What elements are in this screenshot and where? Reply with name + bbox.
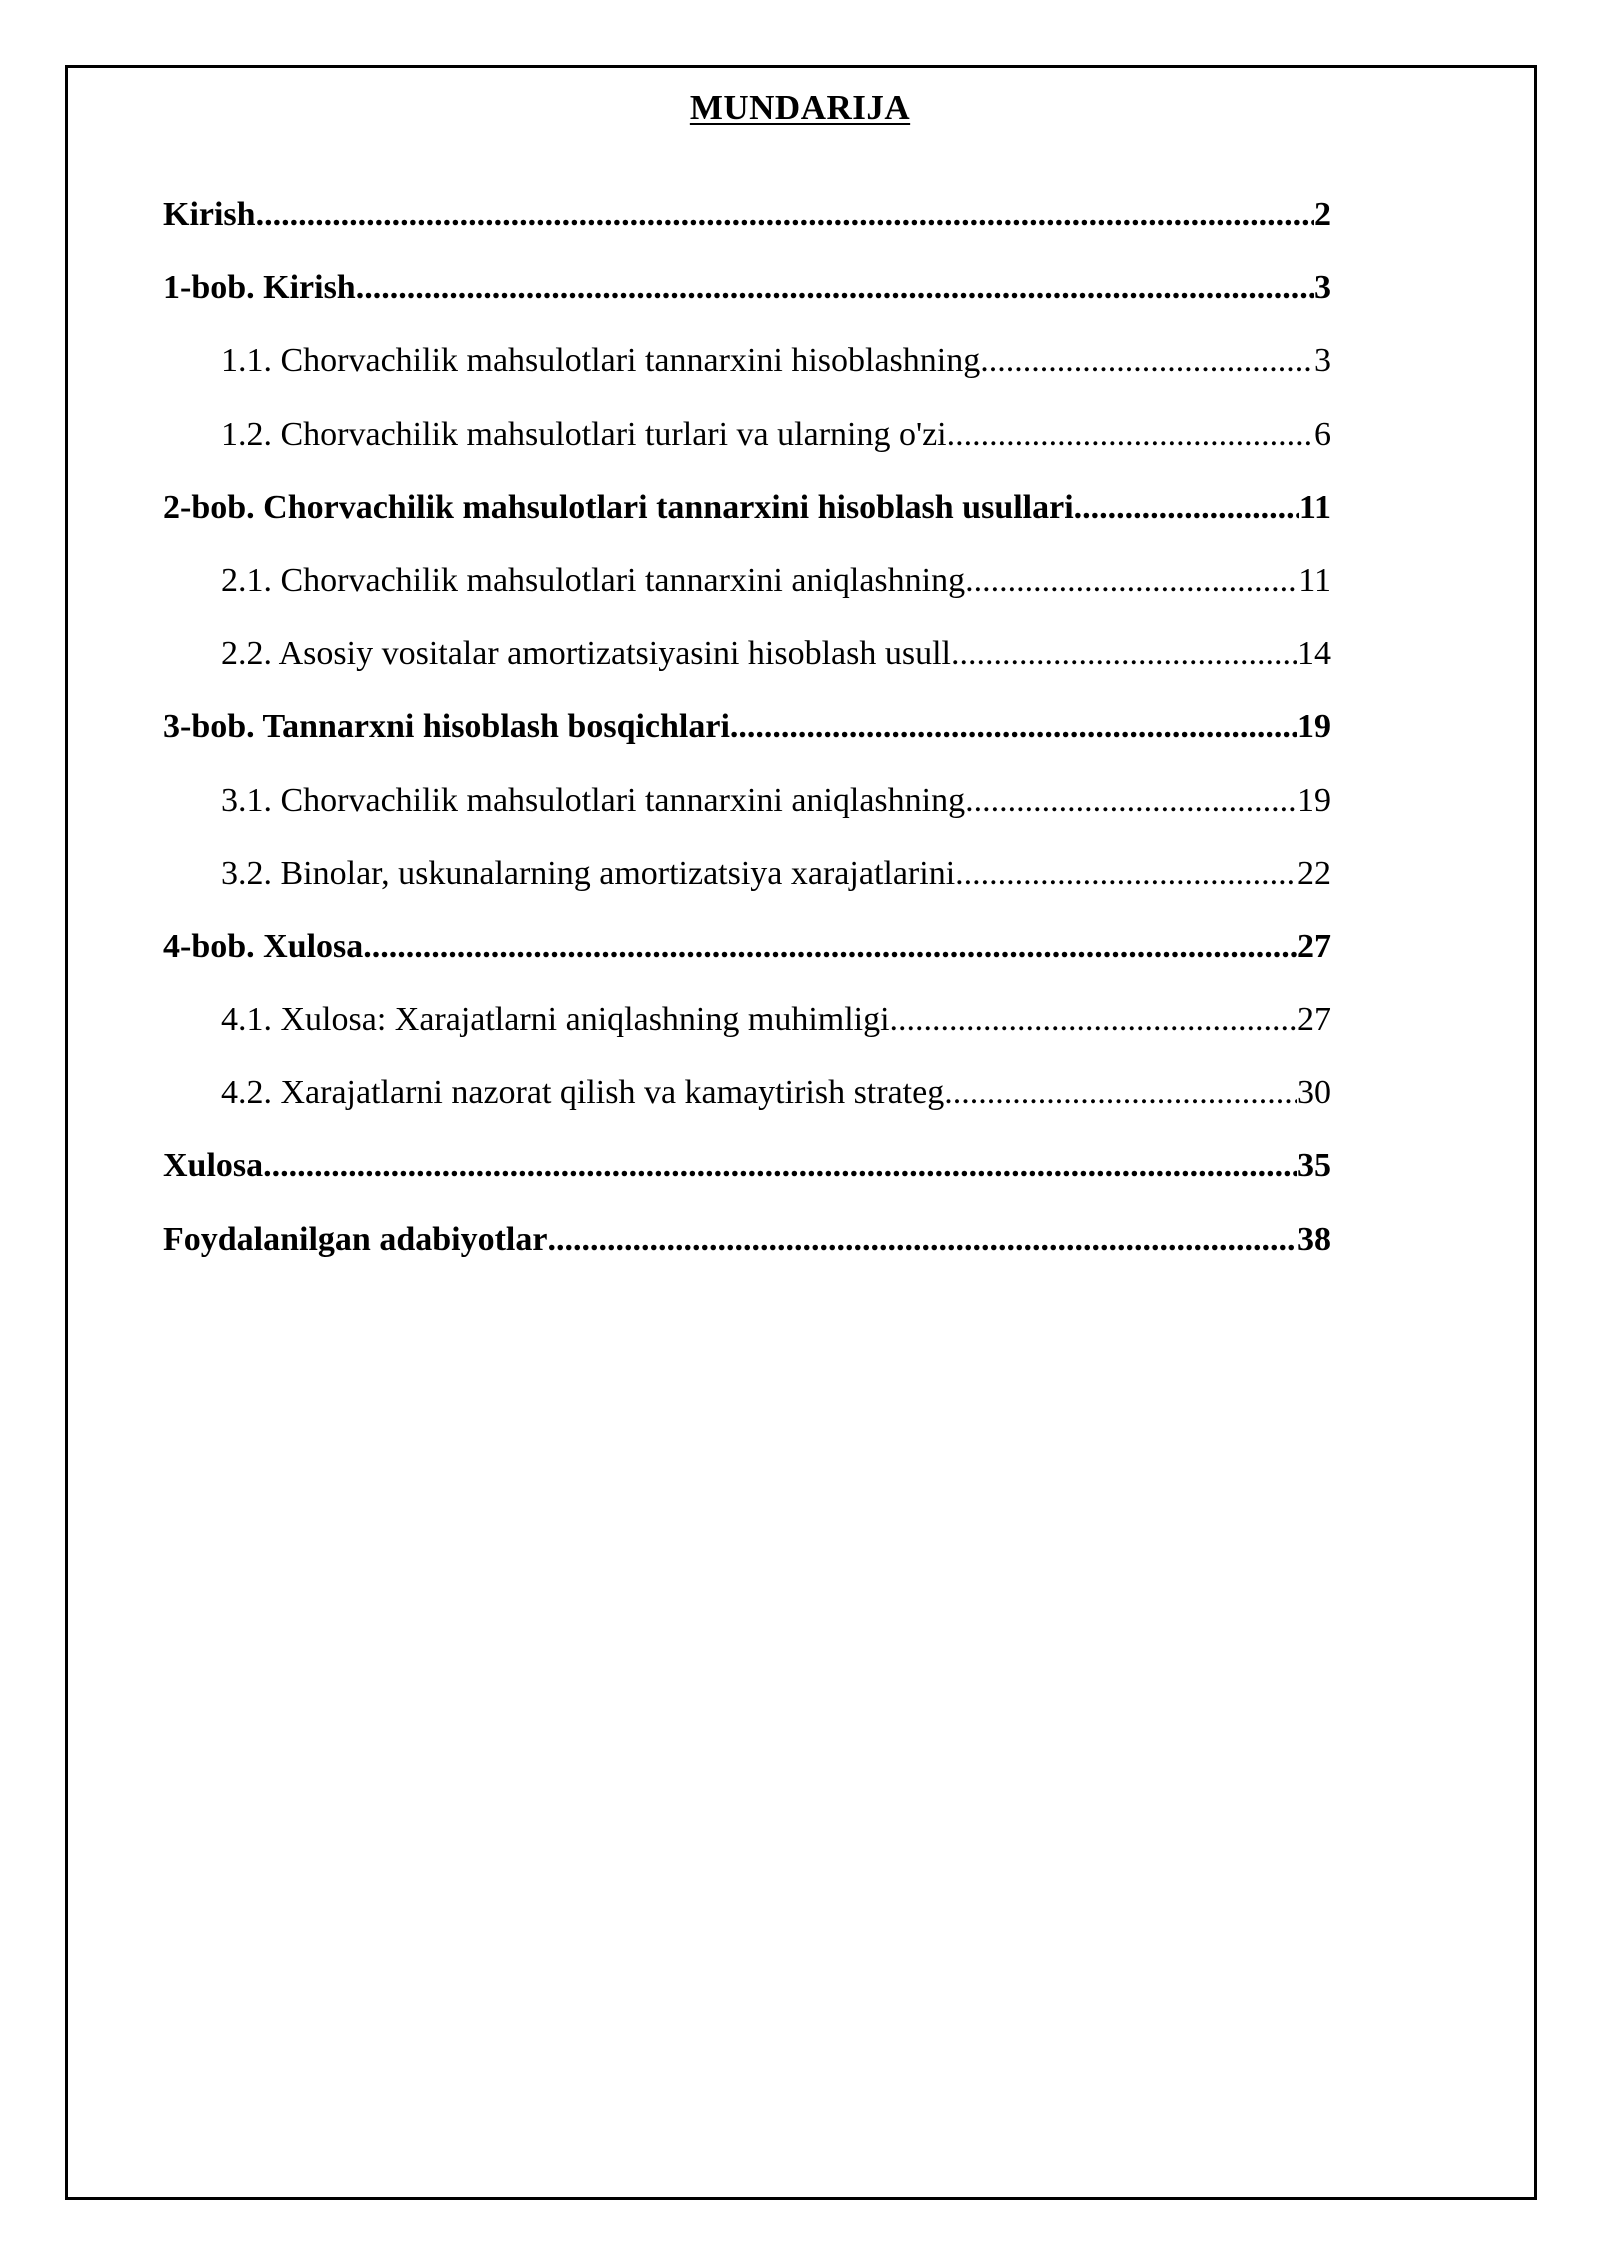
toc-dot-leader (263, 1147, 1297, 1185)
toc-entry-label: 2.2. Asosiy vositalar amortizatsiyasini hisoblash usull (221, 635, 952, 673)
toc-entry-page: 11 (1298, 488, 1331, 526)
toc-entry-page: 27 (1297, 1001, 1331, 1039)
toc-dot-leader (1074, 489, 1299, 527)
table-of-contents (163, 196, 1331, 1294)
toc-entry-page: 3 (1314, 269, 1331, 307)
toc-entry[interactable] (163, 1001, 1331, 1074)
toc-dot-leader (965, 782, 1297, 820)
page-title: MUNDARIJA (689, 88, 911, 127)
toc-dot-leader (980, 342, 1314, 380)
toc-entry-label: 2.1. Chorvachilik mahsulotlari tannarxini aniqlashning (221, 561, 966, 599)
toc-entry-label: 3.1. Chorvachilik mahsulotlari tannarxini aniqlashning (221, 781, 966, 819)
toc-entry[interactable] (163, 269, 1331, 342)
toc-entry[interactable] (163, 196, 1331, 269)
toc-entry-page: 30 (1297, 1074, 1331, 1112)
toc-entry[interactable] (163, 1074, 1331, 1147)
toc-entry-page: 38 (1297, 1220, 1331, 1258)
toc-entry[interactable] (163, 708, 1331, 781)
toc-entry-page: 19 (1297, 708, 1331, 746)
toc-dot-leader (890, 1001, 1297, 1039)
toc-entry-label: 1.2. Chorvachilik mahsulotlari turlari va ularning o'zi (221, 415, 947, 453)
toc-entry-label: 4.2. Xarajatlarni nazorat qilish va kamaytirish strateg (221, 1074, 945, 1112)
toc-entry-page: 22 (1297, 854, 1331, 892)
toc-entry[interactable] (163, 928, 1331, 1001)
toc-entry-label: 1-bob. Kirish (163, 269, 356, 307)
toc-entry[interactable] (163, 1221, 1331, 1294)
toc-entry-page: 27 (1297, 927, 1331, 965)
toc-dot-leader (947, 416, 1314, 454)
toc-entry[interactable] (163, 562, 1331, 635)
toc-entry[interactable] (163, 782, 1331, 855)
toc-entry-page: 11 (1298, 561, 1331, 599)
toc-entry[interactable] (163, 342, 1331, 415)
toc-dot-leader (955, 855, 1297, 893)
toc-entry-label: 4-bob. Xulosa (163, 927, 364, 965)
toc-entry-page: 14 (1297, 635, 1331, 673)
toc-entry-label: 3-bob. Tannarxni hisoblash bosqichlari (163, 708, 730, 746)
toc-entry[interactable] (163, 1147, 1331, 1220)
toc-entry[interactable] (163, 489, 1331, 562)
toc-entry-label: 1.1. Chorvachilik mahsulotlari tannarxini hisoblashning (221, 342, 981, 380)
toc-entry-page: 19 (1297, 781, 1331, 819)
toc-entry[interactable] (163, 635, 1331, 708)
toc-dot-leader (356, 269, 1314, 307)
toc-entry-label: Xulosa (163, 1147, 264, 1185)
toc-entry-label: Kirish (163, 196, 256, 233)
toc-entry[interactable] (163, 416, 1331, 489)
toc-entry-page: 35 (1297, 1147, 1331, 1185)
toc-dot-leader (965, 562, 1298, 600)
toc-entry-label: 3.2. Binolar, uskunalarning amortizatsiya xarajatlarini (221, 854, 956, 892)
toc-entry-label: 4.1. Xulosa: Xarajatlarni aniqlashning muhimligi (221, 1001, 890, 1039)
toc-dot-leader (944, 1074, 1297, 1112)
toc-dot-leader (951, 635, 1297, 673)
toc-entry-page: 2 (1314, 196, 1331, 233)
toc-dot-leader (547, 1221, 1297, 1259)
toc-entry-page: 3 (1314, 342, 1331, 380)
toc-dot-leader (256, 196, 1314, 234)
toc-entry-label: 2-bob. Chorvachilik mahsulotlari tannarxini hisoblash usullari (163, 488, 1074, 526)
toc-entry-label: Foydalanilgan adabiyotlar (163, 1220, 548, 1258)
toc-entry[interactable] (163, 855, 1331, 928)
toc-dot-leader (363, 928, 1297, 966)
toc-dot-leader (730, 708, 1297, 746)
toc-entry-page: 6 (1314, 415, 1331, 453)
